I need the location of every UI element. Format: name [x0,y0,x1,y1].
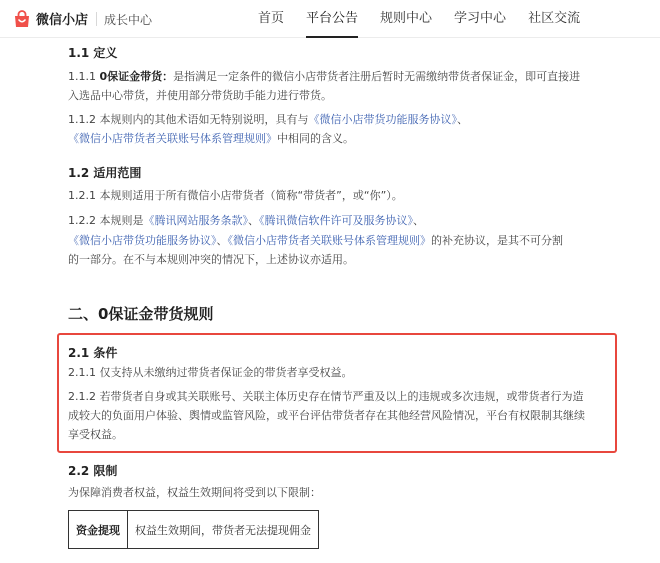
clause-1-2-2-line-2: 《微信小店带货功能服务协议》、《微信小店带货者关联账号体系管理规则》的补充协议，是其不可分割 [68,234,563,247]
clause-1-2-2-line-1: 1.2.2 本规则是《腾讯网站服务条款》、《腾讯微信软件许可及服务协议》、 [68,214,424,227]
nav-item-announcements[interactable]: 平台公告 [306,0,358,38]
clause-1-2-1: 1.2.1 本规则适用于所有微信小店带货者（简称“带货者”，或“你”）。 [68,189,403,202]
link-account-system-rules[interactable]: 《微信小店带货者关联账号体系管理规则》 [68,132,277,145]
brand-divider [96,12,97,26]
restriction-table [68,510,319,549]
clause-1-1-2-line-2: 《微信小店带货者关联账号体系管理规则》中相同的含义。 [68,132,354,145]
brand-name: 微信小店 [36,13,89,28]
clause-1-1-1-line-1: 1.1.1 0保证金带货：是指满足一定条件的微信小店带货者注册后暂时无需缴纳带货者保证金，即可直接进 [68,70,581,83]
link-shop-service-agreement-2[interactable]: 《微信小店带货功能服务协议》 [68,234,217,247]
link-tencent-website-terms[interactable]: 《腾讯网站服务条款》 [143,214,248,227]
clause-1-1-2-line-1: 1.1.2 本规则内的其他术语如无特别说明，具有与《微信小店带货功能服务协议》、 [68,113,468,126]
shop-bag-icon [12,10,32,28]
clause-2-1-2-line-2: 成较大的负面用户体验、舆情或监管风险，或平台评估带货者存在其他经营风险情况，平台有权限制其继续 [68,409,585,422]
section-title-2-1: 2.1 条件 [68,346,118,360]
nav-item-rules[interactable]: 规则中心 [380,11,433,26]
table-row [69,511,319,549]
brand-logo[interactable] [12,9,88,28]
clause-2-1-2-line-3: 享受权益。 [68,428,123,441]
nav-item-home[interactable]: 首页 [258,11,285,26]
restriction-intro: 为保障消费者权益，权益生效期间将受到以下限制： [68,486,321,499]
section-title-2-2: 2.2 限制 [68,464,118,478]
link-shop-service-agreement[interactable]: 《微信小店带货功能服务协议》 [308,113,457,126]
link-wechat-license[interactable]: 《腾讯微信软件许可及服务协议》 [259,214,413,227]
clause-2-1-1: 2.1.1 仅支持从未缴纳过带货者保证金的带货者享受权益。 [68,366,353,379]
section-title-1-2: 1.2 适用范围 [68,166,142,180]
top-navigation-bar [0,0,660,38]
term-zero-deposit: 0保证金带货： [99,70,174,83]
table-header-cell: 资金提现 [69,511,128,549]
table-value-cell: 权益生效期间，带货者无法提现佣金 [128,511,319,549]
clause-1-1-1-line-2: 入选品中心带货，并使用部分带货助手能力进行带货。 [68,89,332,102]
clause-1-2-2-line-3: 的一部分。在不与本规则冲突的情况下，上述协议亦适用。 [68,253,354,266]
link-account-system-rules-2[interactable]: 《微信小店带货者关联账号体系管理规则》 [227,234,431,247]
section-title-2: 二、0保证金带货规则 [68,305,214,323]
growth-center-label[interactable]: 成长中心 [104,13,153,27]
clause-2-1-2-line-1: 2.1.2 若带货者自身或其关联账号、关联主体历史存在情节严重及以上的违规或多次违规，或带货者行为造 [68,390,584,403]
section-title-1-1: 1.1 定义 [68,46,118,60]
main-nav [258,0,602,38]
nav-item-learning[interactable]: 学习中心 [454,11,507,26]
nav-item-community[interactable]: 社区交流 [528,11,581,26]
